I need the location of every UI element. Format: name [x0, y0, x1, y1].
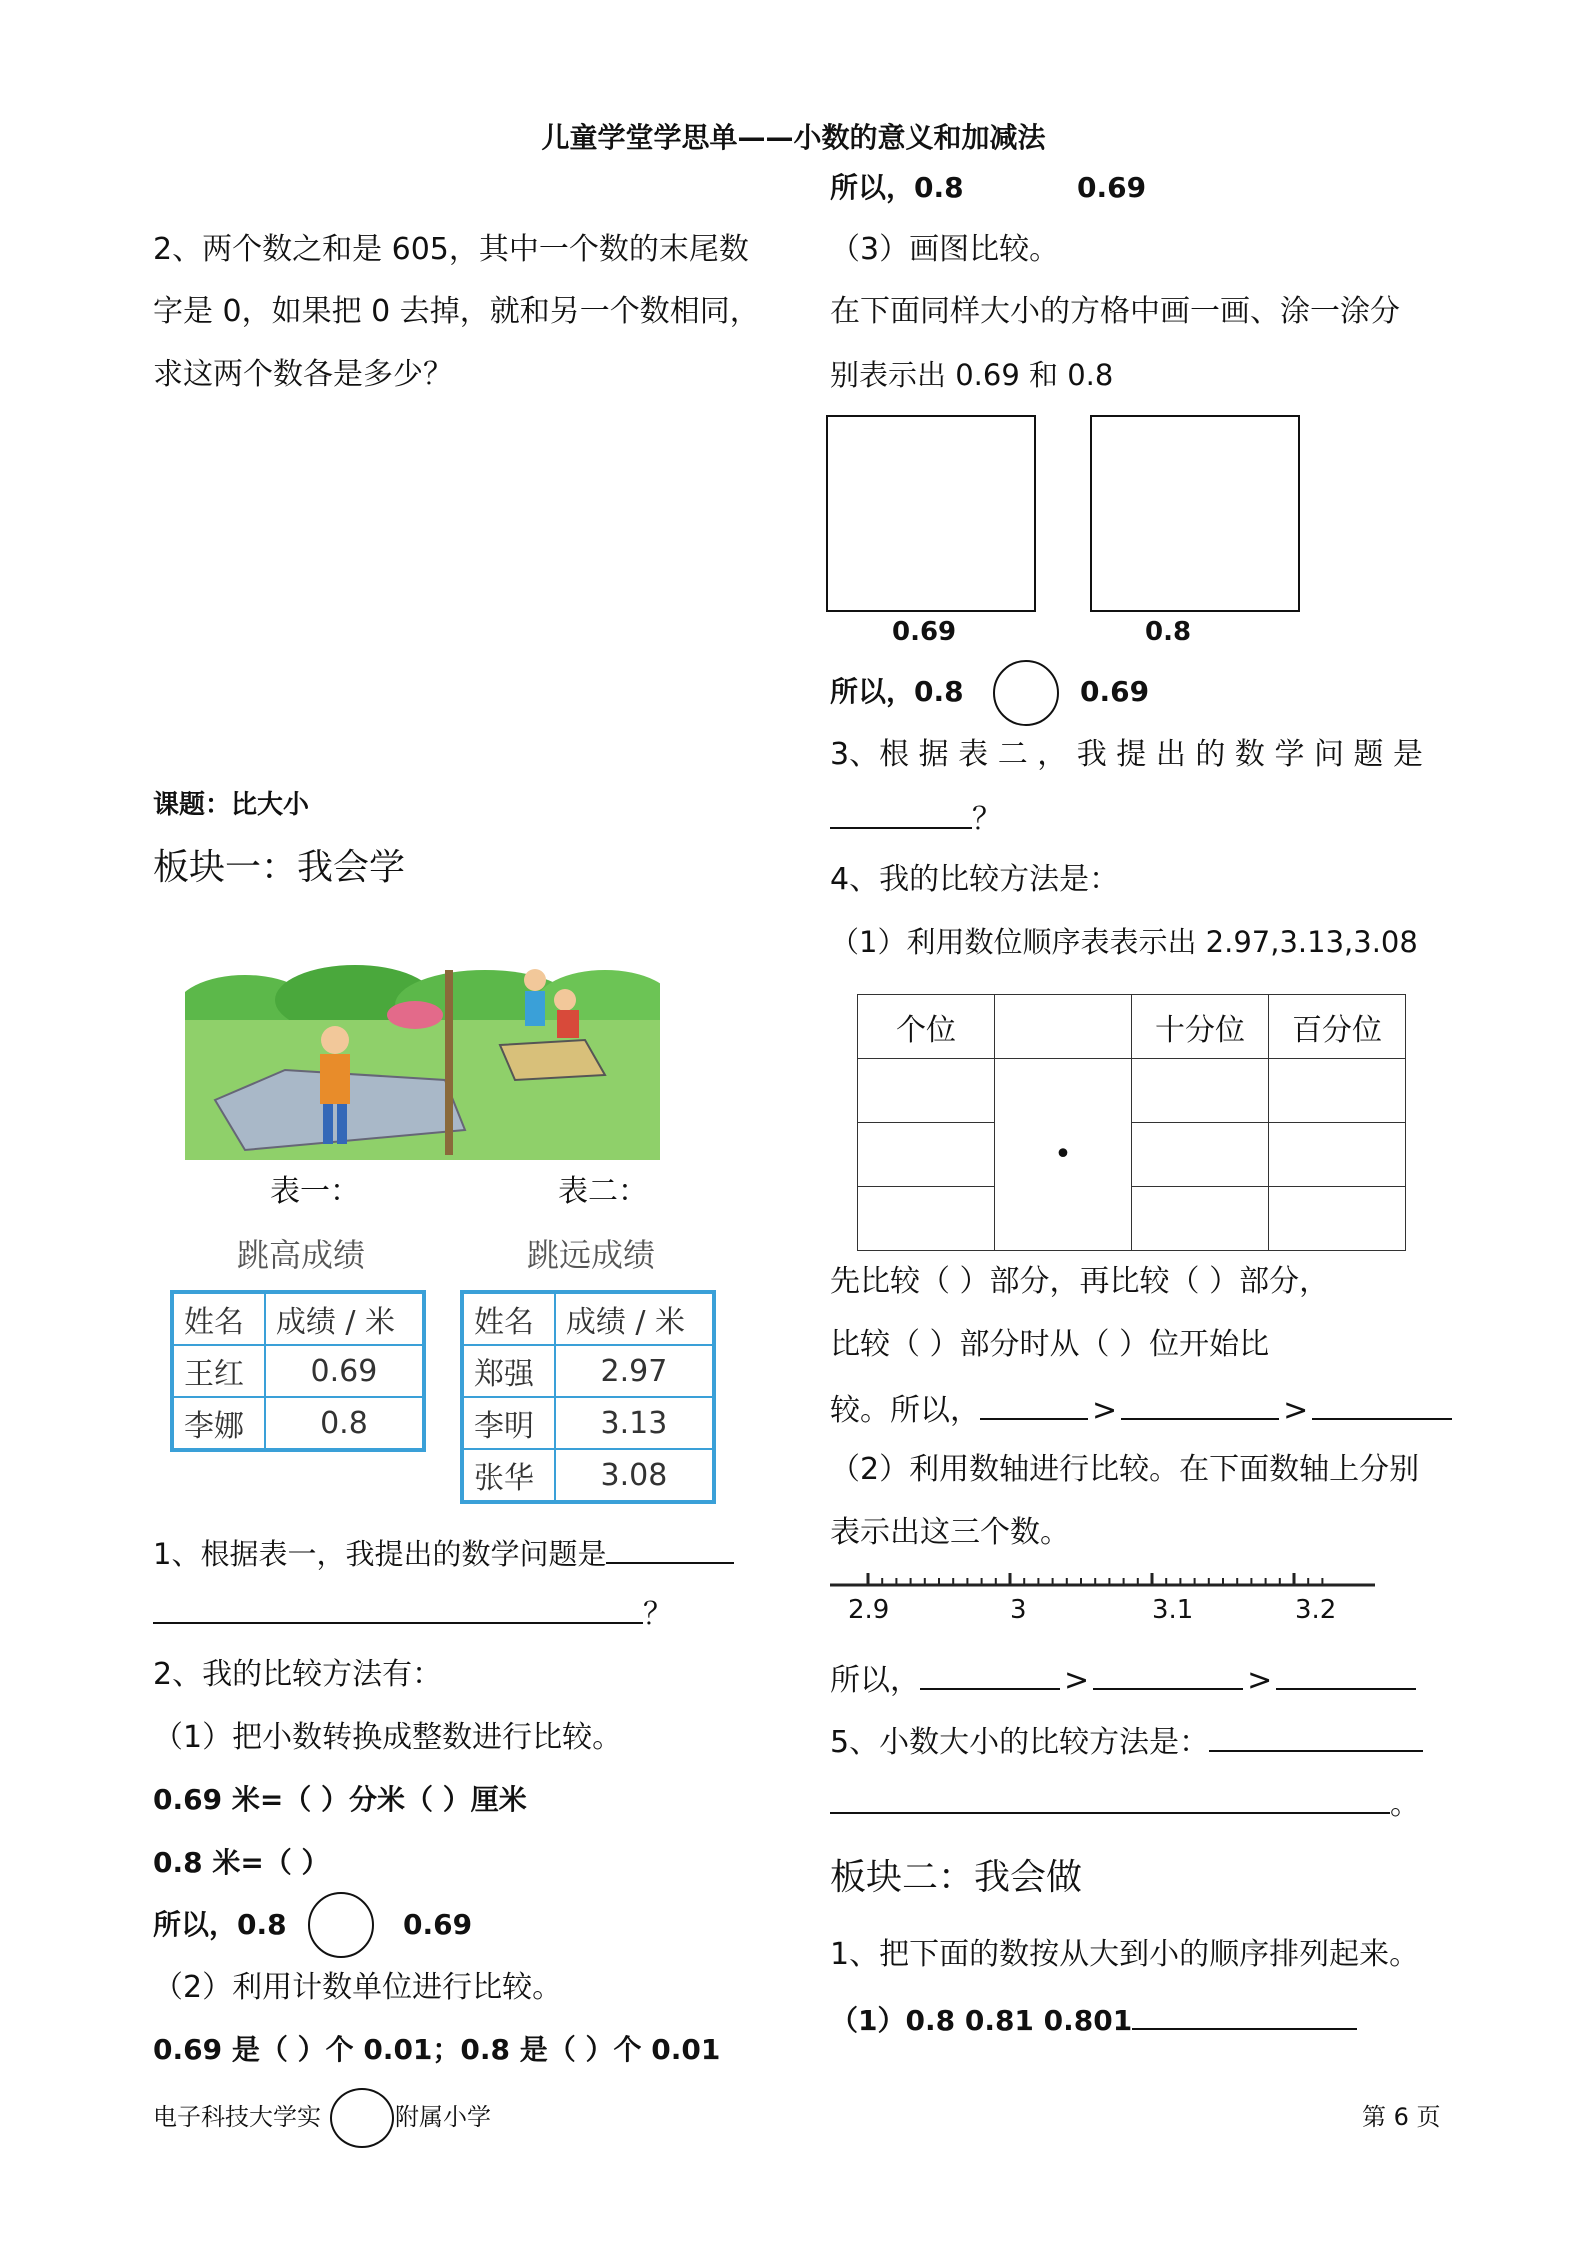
lesson-title: 课题：比大小: [153, 790, 310, 820]
q5-blank-a[interactable]: [1209, 1720, 1423, 1752]
page-title: 儿童学堂学思单——小数的意义和加减法: [541, 121, 1046, 154]
table-cell[interactable]: [1269, 1187, 1406, 1251]
compare-line-3: [830, 1388, 1452, 1431]
so-1-a: 所以，0.8: [830, 171, 964, 204]
q5-blank-b[interactable]: [830, 1782, 1390, 1814]
q2-line-2: 字是 0，如果把 0 去掉，就和另一个数相同，: [153, 294, 760, 329]
q1-answer-blank-b[interactable]: [153, 1592, 643, 1624]
axis-order-blank-2[interactable]: [1093, 1658, 1243, 1690]
table-2-title: 跳远成绩: [527, 1236, 656, 1274]
grid-square-069[interactable]: [826, 415, 1036, 612]
q3-question-mark: ？: [972, 802, 1002, 837]
q5-text: 5、小数大小的比较方法是：: [830, 1725, 1210, 1760]
method-1-conclusion-a: 所以，0.8: [153, 1908, 287, 1941]
order-blank-3[interactable]: [1312, 1388, 1452, 1420]
q2-line-1: 2、两个数之和是 605，其中一个数的末尾数: [153, 232, 749, 267]
axis-label-3: 3: [1010, 1595, 1027, 1625]
table-cell[interactable]: [858, 1123, 995, 1187]
q5-end: 。: [1390, 1787, 1420, 1822]
so-1-b: 0.69: [1077, 171, 1147, 204]
table-cell: 3.08: [555, 1449, 714, 1502]
table-1-title: 跳高成绩: [237, 1236, 366, 1274]
method-1-line-2: 0.8 米=（ ）: [153, 1846, 330, 1879]
q1-question-mark: ？: [643, 1597, 673, 1632]
table-1-header-name: 姓名: [172, 1292, 265, 1345]
place-value-table: [857, 994, 1406, 1251]
high-jump-illustration: [185, 950, 660, 1160]
number-line-ticks: [868, 1573, 1322, 1585]
decimal-point-cell: [995, 1059, 1132, 1251]
axis-label-29: 2.9: [848, 1595, 890, 1625]
footer-school-b: 附属小学: [395, 2103, 491, 2131]
square-label-069: 0.69: [892, 617, 957, 647]
method-3-desc-2: 别表示出 0.69 和 0.8: [830, 358, 1114, 392]
axis-order-blank-1[interactable]: [920, 1658, 1060, 1690]
method-2: （2）利用计数单位进行比较。: [153, 1970, 563, 2005]
q5-line-2: [830, 1782, 1420, 1825]
q3-answer-blank[interactable]: [830, 797, 972, 829]
compare-circle-1[interactable]: [308, 1892, 374, 1958]
square-label-08: 0.8: [1145, 617, 1192, 647]
table-cell[interactable]: [1269, 1123, 1406, 1187]
q1-answer-blank-a[interactable]: [606, 1532, 734, 1564]
order-blank-2[interactable]: [1121, 1388, 1279, 1420]
table-1-header-score: 成绩 / 米: [265, 1292, 424, 1345]
method-1: （1）把小数转换成整数进行比较。: [153, 1720, 623, 1755]
so-3-text: 所以，: [830, 1663, 920, 1698]
so-2-a: 所以，0.8: [830, 675, 964, 708]
table-2-header-name: 姓名: [462, 1292, 555, 1345]
table-cell[interactable]: [1132, 1123, 1269, 1187]
header-blank: [995, 995, 1132, 1059]
axis-label-31: 3.1: [1152, 1595, 1194, 1625]
table-cell[interactable]: [1132, 1187, 1269, 1251]
q1-prompt: [153, 1532, 734, 1574]
table-2-header-score: 成绩 / 米: [555, 1292, 714, 1345]
table-cell[interactable]: [1269, 1059, 1406, 1123]
footer-school-a: 电子科技大学实: [153, 2103, 321, 2131]
q1-text: 1、根据表一，我提出的数学问题是: [153, 1537, 607, 1571]
table-2-caption: 表二：: [558, 1174, 648, 1209]
grid-square-08[interactable]: [1090, 415, 1300, 612]
table-cell[interactable]: [858, 1187, 995, 1251]
exercise-1-1-text: （1）0.8 0.81 0.801: [830, 2004, 1133, 2037]
q4-2-line-1: （2）利用数轴进行比较。在下面数轴上分别: [830, 1452, 1420, 1487]
axis-label-32: 3.2: [1295, 1595, 1337, 1625]
method-3-desc-1: 在下面同样大小的方格中画一画、涂一涂分: [830, 294, 1400, 329]
compare-line-3-text: 较。所以，: [830, 1393, 980, 1428]
gt-sign: >: [1064, 1663, 1090, 1698]
table-cell: 2.97: [555, 1345, 714, 1397]
method-1-line-1: 0.69 米=（ ）分米（ ）厘米: [153, 1783, 527, 1816]
header-hundredths: 百分位: [1269, 995, 1406, 1059]
exercise-1: 1、把下面的数按从大到小的顺序排列起来。: [830, 1937, 1420, 1972]
table-cell[interactable]: [858, 1059, 995, 1123]
table-cell[interactable]: [1132, 1059, 1269, 1123]
gt-sign: >: [1247, 1663, 1273, 1698]
compare-line-1: 先比较（ ）部分，再比较（ ）部分，: [830, 1264, 1330, 1299]
q3-line-2: [830, 797, 1002, 840]
q2-line-3: 求这两个数各是多少？: [153, 357, 453, 392]
compare-line-2: 比较（ ）部分时从（ ）位开始比: [830, 1327, 1270, 1362]
so-2-b: 0.69: [1080, 675, 1150, 708]
page-number: 第 6 页: [1362, 2103, 1441, 2131]
section-2-heading: 板块二：我会做: [830, 1857, 1083, 1898]
method-3: （3）画图比较。: [830, 232, 1060, 267]
table-1-caption: 表一：: [270, 1174, 360, 1209]
method-2-line: 0.69 是（ ）个 0.01；0.8 是（ ）个 0.01: [153, 2033, 721, 2066]
gt-sign: >: [1283, 1393, 1309, 1428]
long-jump-table: [460, 1290, 716, 1504]
table-cell: 0.8: [265, 1397, 424, 1450]
table-row: 李娜: [172, 1397, 265, 1450]
exercise-1-1-blank[interactable]: [1132, 1998, 1357, 2030]
exercise-1-1: [830, 1998, 1357, 2041]
high-jump-table: [170, 1290, 426, 1452]
table-cell: 0.69: [265, 1345, 424, 1397]
header-tenths: 十分位: [1132, 995, 1269, 1059]
decimal-point: •: [1054, 1137, 1072, 1172]
q1-line-2: [153, 1592, 673, 1635]
q4-heading: 4、我的比较方法是：: [830, 862, 1120, 897]
table-row: 李明: [462, 1397, 555, 1449]
q5-line-1: [830, 1720, 1423, 1763]
order-blank-1[interactable]: [980, 1388, 1088, 1420]
table-row: 郑强: [462, 1345, 555, 1397]
table-cell: 3.13: [555, 1397, 714, 1449]
q4-1: （1）利用数位顺序表表示出 2.97,3.13,3.08: [830, 925, 1418, 959]
table-row: 王红: [172, 1345, 265, 1397]
q3-prompt: 3、根 据 表 二 ， 我 提 出 的 数 学 问 题 是: [830, 737, 1424, 772]
axis-order-blank-3[interactable]: [1276, 1658, 1416, 1690]
gt-sign: >: [1092, 1393, 1118, 1428]
footer-circle: [330, 2088, 394, 2148]
method-1-conclusion-b: 0.69: [403, 1908, 473, 1941]
section-1-heading: 板块一：我会学: [153, 847, 406, 888]
compare-circle-2[interactable]: [993, 660, 1059, 726]
so-3-line: [830, 1658, 1416, 1701]
methods-heading: 2、我的比较方法有：: [153, 1657, 443, 1692]
q4-2-line-2: 表示出这三个数。: [830, 1515, 1070, 1550]
table-row: 张华: [462, 1449, 555, 1502]
header-ones: 个位: [858, 995, 995, 1059]
